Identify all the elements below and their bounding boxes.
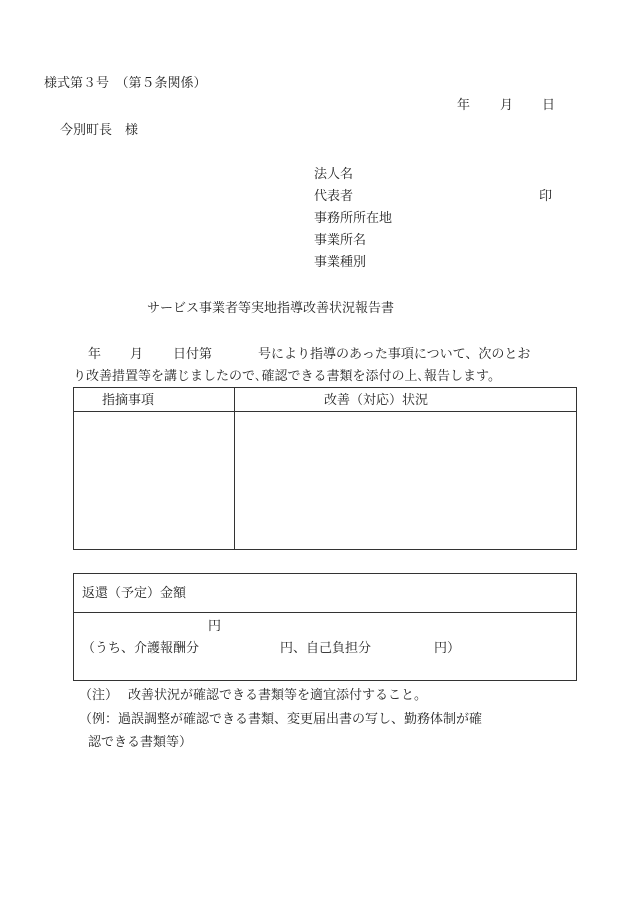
body-month-label: 月: [130, 347, 144, 362]
refund-breakdown-open: （うち、介護報酬分: [82, 641, 200, 656]
date-month-label: 月: [500, 98, 514, 113]
refund-table: [73, 573, 577, 681]
refund-table-divider: [74, 612, 576, 613]
date-day-label: 日: [542, 98, 556, 113]
date-year-label: 年: [457, 98, 471, 113]
corp-name-label: 法人名: [314, 167, 354, 182]
seal-mark: 印: [539, 189, 553, 204]
body-day-ref: 日付第: [173, 347, 213, 362]
note-example-line1: （例：過誤調整が確認できる書類、変更届出書の写し、勤務体制が確: [79, 712, 483, 727]
office-name-label: 事業所名: [314, 233, 367, 248]
refund-breakdown-close: 円）: [434, 641, 461, 656]
document-title: サービス事業者等実地指導改善状況報告書: [147, 301, 395, 316]
refund-yen-label: 円: [208, 619, 222, 634]
findings-table: [73, 387, 577, 550]
note-text: 改善状況が確認できる書類等を適宜添付すること。: [128, 688, 428, 703]
form-number: 様式第３号 （第５条関係）: [44, 76, 207, 91]
findings-column-header: 指摘事項: [102, 393, 155, 408]
note-example-line2: 認できる書類等）: [88, 735, 193, 750]
refund-header: 返還（予定）金額: [82, 586, 187, 601]
findings-table-column-divider: [234, 388, 235, 549]
office-address-label: 事務所所在地: [314, 211, 393, 226]
representative-label: 代表者: [314, 189, 354, 204]
body-year-label: 年: [88, 347, 102, 362]
body-line2: り改善措置等を講じましたので､確認できる書類を添付の上､報告します。: [73, 369, 501, 384]
body-line1-rest: 号により指導のあった事項について、次のとお: [258, 347, 531, 362]
business-type-label: 事業種別: [314, 255, 367, 270]
note-label: （注）: [79, 688, 119, 703]
improvement-column-header: 改善（対応）状況: [324, 393, 429, 408]
refund-breakdown-mid: 円、自己負担分: [280, 641, 372, 656]
recipient: 今別町長 様: [60, 123, 139, 138]
